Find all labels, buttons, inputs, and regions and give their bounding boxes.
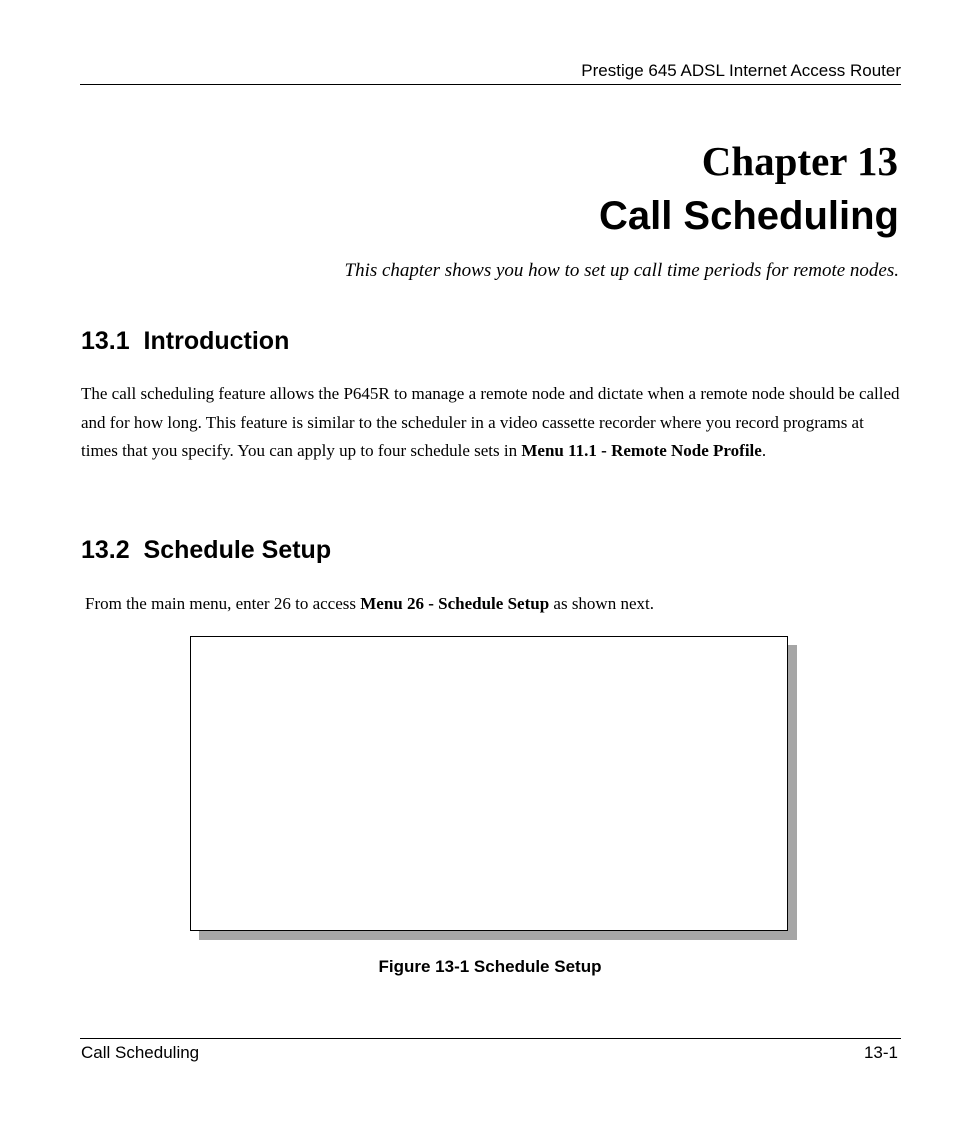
- paragraph-text: From the main menu, enter 26 to access: [85, 594, 361, 613]
- footer-chapter-name: Call Scheduling: [81, 1043, 200, 1062]
- chapter-number: Chapter 13: [701, 138, 898, 184]
- chapter-title: Call Scheduling: [598, 194, 899, 238]
- chapter-summary: This chapter shows you how to set up call time periods for remote nodes.: [344, 260, 899, 281]
- menu-reference: Menu 26 - Schedule Setup: [360, 594, 550, 613]
- footer-rule: [80, 1038, 901, 1039]
- figure-caption: Figure 13-1 Schedule Setup: [378, 957, 602, 976]
- header-rule: [80, 84, 901, 85]
- section-heading-introduction: 13.1 Introduction: [81, 327, 290, 355]
- paragraph-text: .: [761, 441, 767, 461]
- figure-screen-box: [190, 636, 788, 931]
- paragraph-text: as shown next.: [549, 594, 654, 613]
- paragraph-text: The call scheduling feature allows the P645R to manage a remote node and dictate when a remote node should be called and for how long. This feature is similar to the scheduler in a video cassette recorder where you record programs at times that you specify. You can apply up to four schedule sets in: [81, 384, 900, 461]
- section-heading-schedule-setup: 13.2 Schedule Setup: [81, 536, 332, 564]
- schedule-setup-paragraph: [85, 590, 907, 619]
- menu-reference: Menu 11.1 - Remote Node Profile: [521, 441, 762, 461]
- running-header: Prestige 645 ADSL Internet Access Router: [581, 61, 901, 80]
- introduction-paragraph: [81, 380, 903, 466]
- footer-page-number: 13-1: [863, 1043, 898, 1062]
